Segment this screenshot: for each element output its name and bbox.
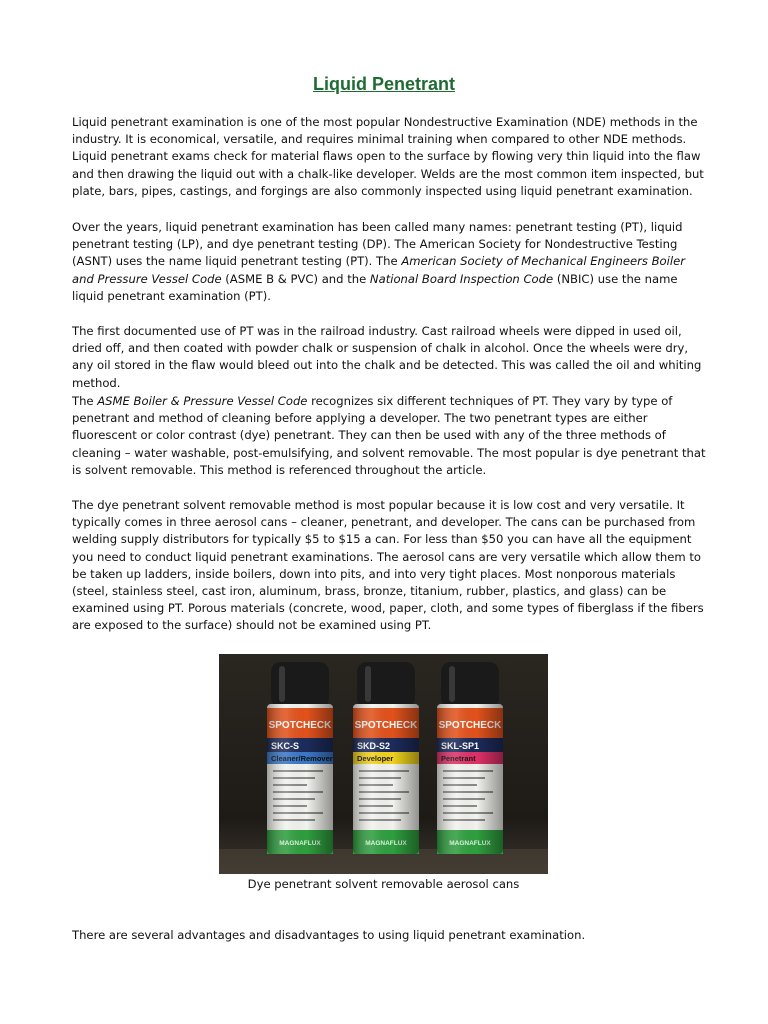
can-cap-highlight — [365, 666, 371, 702]
can-shading — [437, 704, 503, 854]
nbic-code-italic: National Board Inspection Code — [369, 271, 554, 286]
page-title: Liquid Penetrant — [312, 74, 455, 94]
paragraph-names-text-a: Over the years, liquid penetrant examination has been called many names: penetrant testing (PT), liquid penetrant testing (LP), and dye penetrant testing (DP). The American Society for Nondestructive Testing (ASNT) uses the name liquid penetrant testing (PT). The — [72, 220, 683, 269]
figure-caption: Dye penetrant solvent removable aerosol cans — [247, 877, 520, 891]
can-shading — [267, 704, 333, 854]
aerosol-cans-photo — [219, 654, 548, 874]
paragraph-intro: Liquid penetrant examination is one of the most popular Nondestructive Examination (NDE) methods in the industry. It is economical, versatile, and requires minimal training when compared to other NDE methods. Liquid penetrant exams check for material flaws open to the surface by flowing very thin liquid into the flaw and then drawing the liquid out with a chalk-like developer. Welds are the most common item inspected, but plate, bars, pipes, castings, and forgings are also commonly inspected using liquid penetrant examination. — [72, 115, 704, 198]
paragraph-advantages: There are several advantages and disadvantages to using liquid penetrant examination. — [72, 928, 586, 942]
paragraph-names — [72, 219, 708, 305]
paragraph-names-text-c: (ASME B & PVC) and the — [221, 271, 370, 286]
paragraph-history: The first documented use of PT was in the railroad industry. Cast railroad wheels were dipped in used oil, dried off, and then coated with powder chalk or suspension of chalk in alcohol. Once the wheels were dry, any oil stored in the flaw would bleed out into the chalk and be detected. This was called the oil and whiting method. — [72, 324, 702, 390]
asme-bpvc-italic: ASME Boiler & Pressure Vessel Code — [97, 394, 308, 408]
can-cap-highlight — [279, 666, 285, 702]
paragraph-techniques — [72, 393, 708, 479]
asme-code-italic: American Society of Mechanical Engineers Boiler and Pressure Vessel Code — [72, 254, 685, 286]
paragraph-solvent-method: The dye penetrant solvent removable method is most popular because it is low cost and very versatile. It typically comes in three aerosol cans – cleaner, penetrant, and developer. The cans can be purchased from welding supply distributors for typically $5 to $15 a can. For less than $50 you can have all the equipment you need to conduct liquid penetrant examinations. The aerosol cans are very versatile which allow them to be taken up ladders, inside boilers, down into pits, and into very tight places. Most nonporous materials (steel, stainless steel, cast iron, aluminum, brass, bronze, titanium, rubber, plastics, and glass) can be examined using PT. Porous materials (concrete, wood, paper, cloth, and some types of fiberglass if the fibers are exposed to the surface) should not be examined using PT. — [72, 498, 704, 633]
aerosol-cans-illustration — [219, 654, 548, 874]
paragraph-techniques-text-a: The — [72, 394, 98, 408]
can-cap-highlight — [449, 666, 455, 702]
paragraph-techniques-text-c: recognizes six different techniques of PT. They vary by type of penetrant and method of cleaning before applying a developer. The two penetrant types are either fluorescent or color contrast (dye) penetrant. They can then be used with any of the three methods of cleaning – water washable, post-emulsifying, and solvent removable. The most popular is dye penetrant that is solvent removable. This method is referenced throughout the article. — [72, 394, 706, 477]
paragraph-names-text-e: (NBIC) use the name liquid penetrant examination (PT). — [72, 271, 678, 303]
can-shading — [353, 704, 419, 854]
